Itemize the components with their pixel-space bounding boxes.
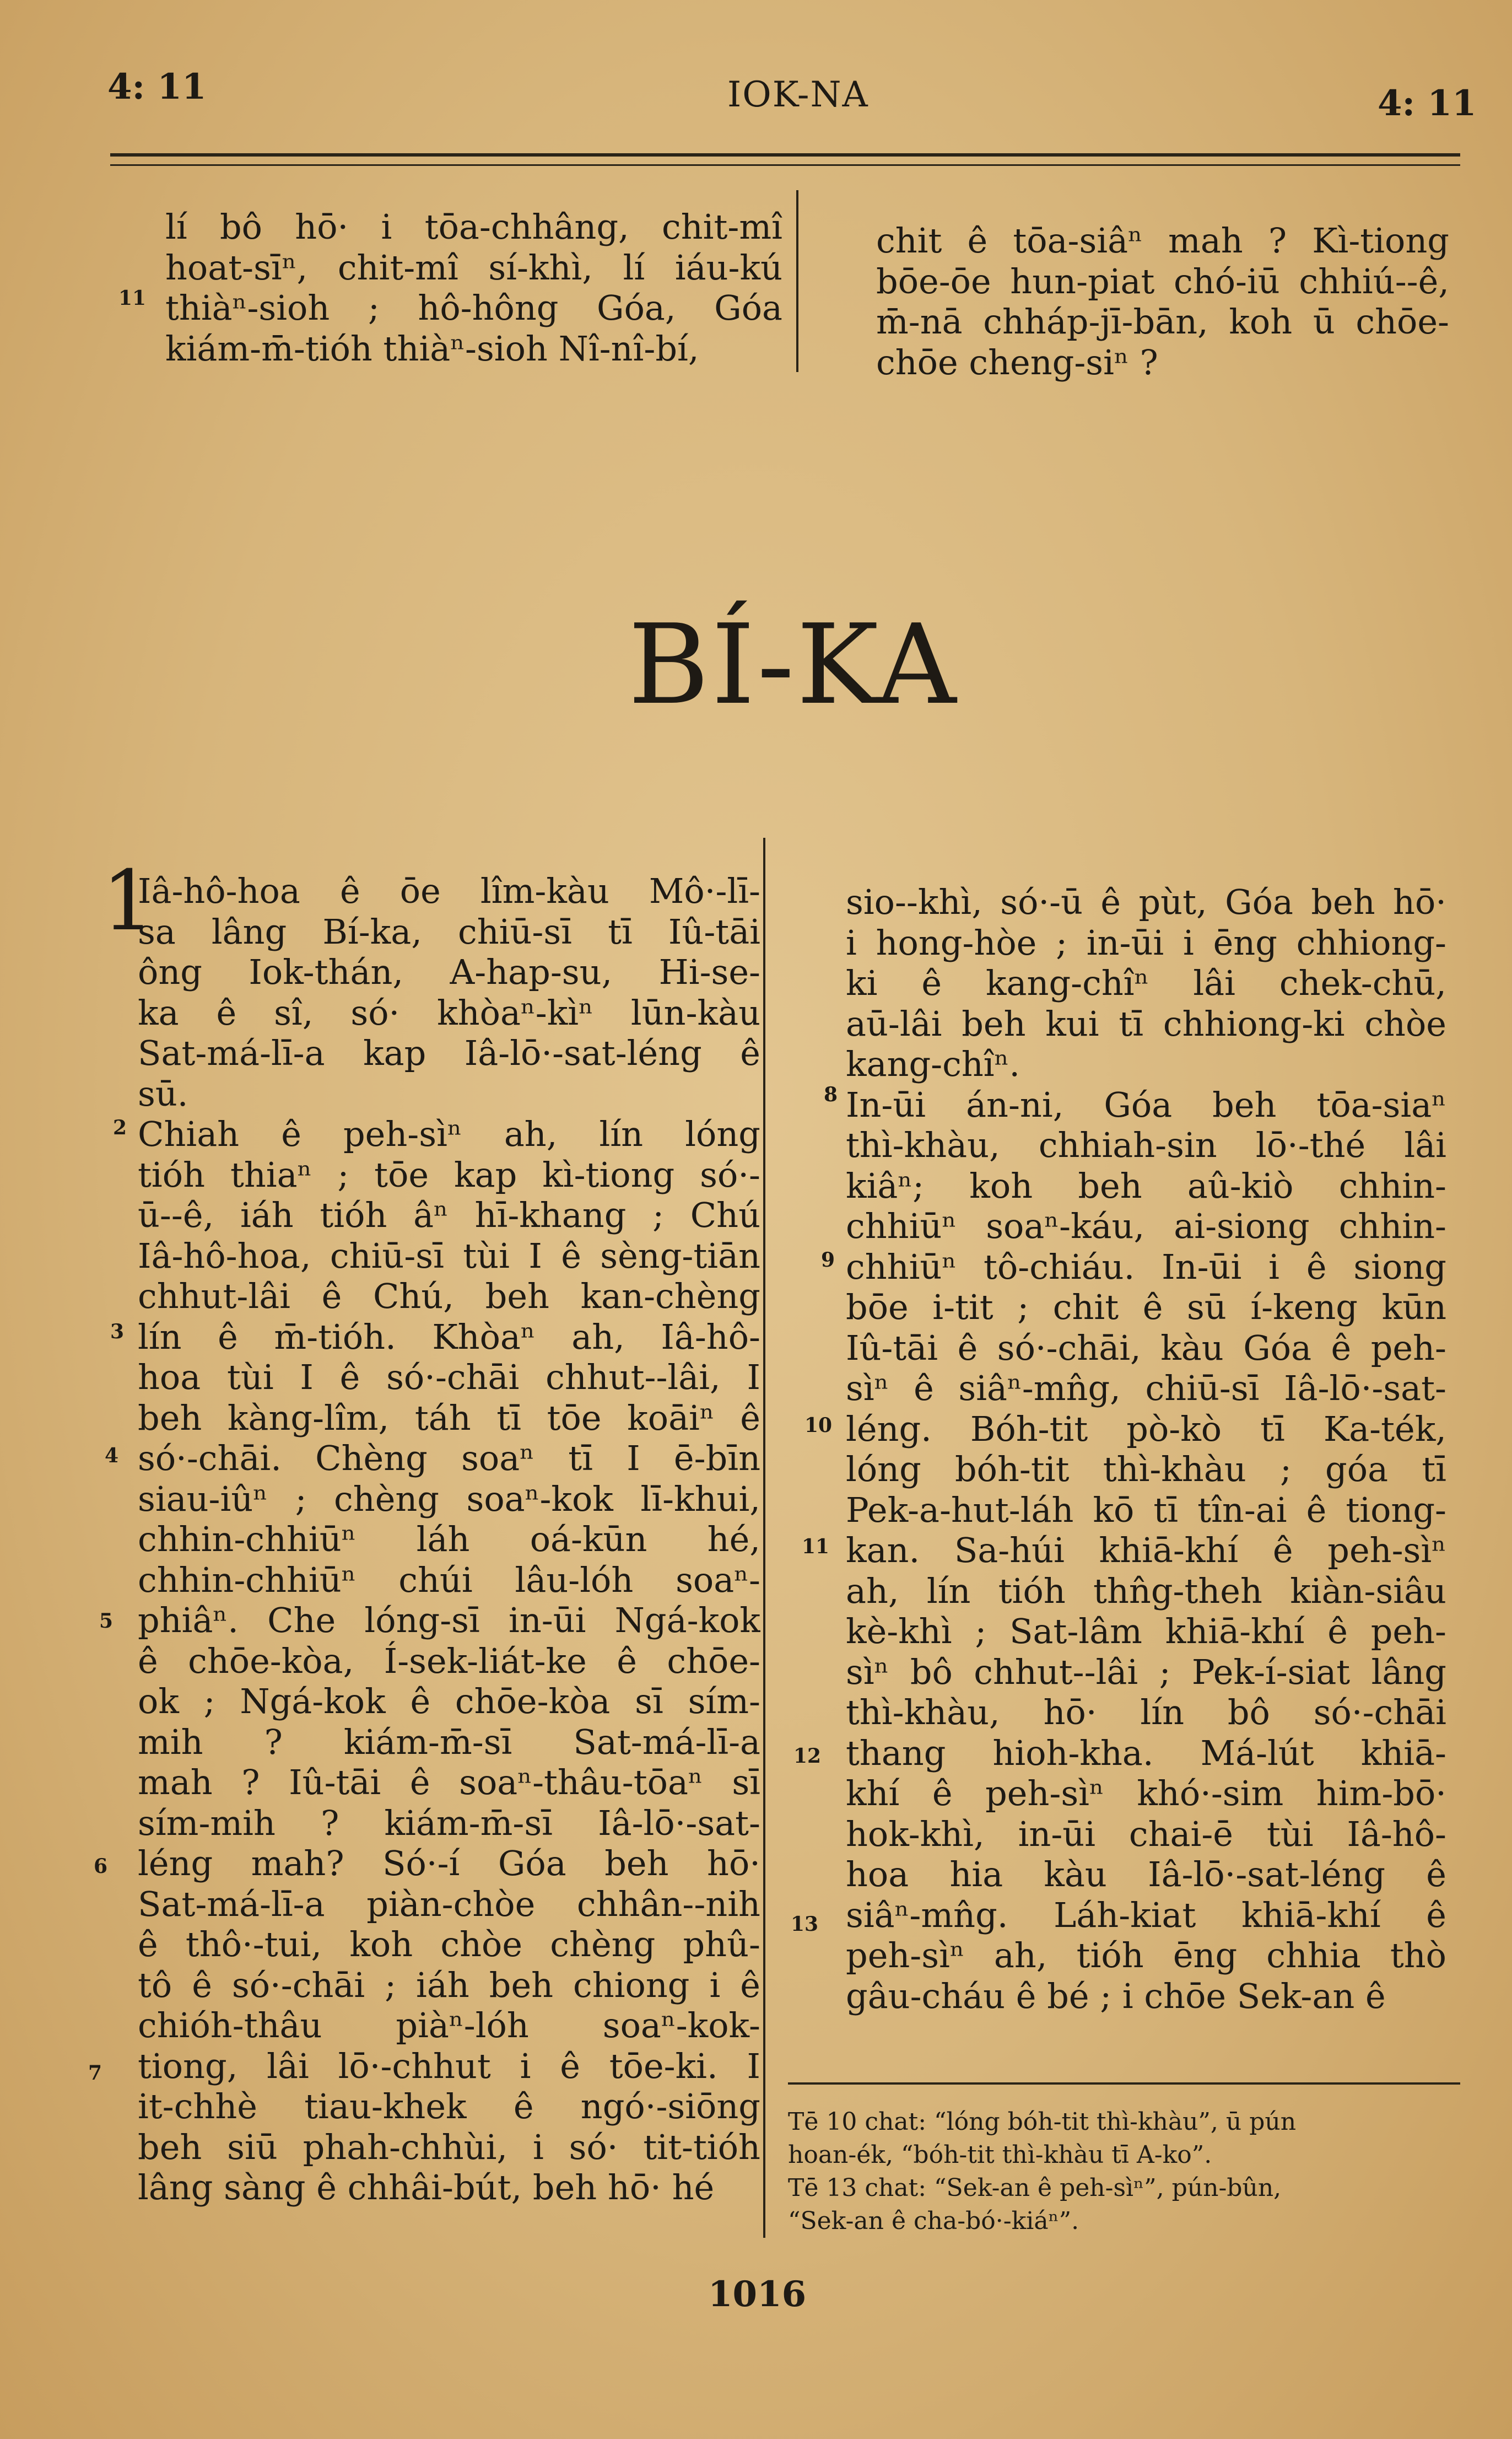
text-line: thì-khàu, chhiah-sin lō·-thé lâi [846,1125,1446,1165]
verse-number: 5 [99,1609,114,1633]
text-line: chhut-lâi ê Chú, beh kan-chèng [138,1276,760,1316]
text-line: hok-khì, in-ūi chai-ē tùi Iâ-hô- [846,1813,1446,1854]
text-line: chit ê tōa-siâⁿ mah ? Kì-tiong [876,220,1449,261]
top-right-column [876,220,1449,383]
text-line: tióh thiaⁿ ; tōe kap kì-tiong só·- [138,1154,760,1195]
text-line: thì-khàu, hō· lín bô só·-chāi [846,1692,1446,1732]
text-line: chhin-chhiūⁿ láh oá-kūn hé, [138,1519,760,1559]
text-line: ông Iok-thán, A-hap-su, Hi-se- [138,952,760,992]
text-line: beh siū phah-chhùi, i só· tit-tióh [138,2126,760,2167]
text-line: siau-iûⁿ ; chèng soaⁿ-kok lī-khui, [138,1478,760,1519]
text-line: mih ? kiám-m̄-sī Sat-má-lī-a [138,1721,760,1762]
text-line: beh kàng-lîm, táh tī tōe koāiⁿ ê [138,1397,760,1438]
text-line: sìⁿ bô chhut--lâi ; Pek-í-siat lâng [846,1651,1446,1692]
text-line: kiâⁿ; koh beh aû-kiò chhin- [846,1165,1446,1206]
top-column-rule [796,190,798,372]
verse-number: 7 [88,2061,102,2085]
verse-number: 11 [118,287,147,310]
left-text-column [138,871,760,2208]
text-line: sio--khì, só·-ū ê pùt, Góa beh hō· [846,882,1446,922]
verse-number: 4 [105,1444,119,1467]
verse-number: 2 [113,1116,127,1139]
text-line: bōe-ōe hun-piat chó-iū chhiú--ê, [876,261,1449,301]
text-line: ka ê sî, só· khòaⁿ-kìⁿ lūn-kàu [138,992,760,1033]
header-rule-thick [110,153,1460,157]
text-line: ê chōe-kòa, Í-sek-liát-ke ê chōe- [138,1640,760,1681]
text-line: sū. [138,1073,188,1114]
footnote-line: hoan-ék, “bóh-tit thì-khàu tī A-ko”. [788,2141,1212,2169]
verse-number: 9 [821,1248,835,1272]
right-text-column [846,882,1446,2016]
text-line: chhiūⁿ tô-chiáu. In-ūi i ê siong [846,1246,1446,1287]
text-line: m̄-nā chháp-jī-bān, koh ū chōe- [876,301,1449,342]
text-line: lóng bóh-tit thì-khàu ; góa tī [846,1449,1446,1489]
text-line: Iâ-hô-hoa ê ōe lîm-kàu Mô·-lī- [138,871,760,911]
running-head-title: IOK-NA [727,74,869,115]
text-line: chōe cheng-siⁿ ? [876,342,1158,383]
footnote-line: “Sek-an ê cha-bó·-kiáⁿ”. [788,2207,1079,2235]
text-line: kan. Sa-húi khiā-khí ê peh-sìⁿ [846,1530,1446,1570]
text-line: léng mah? Só·-í Góa beh hō· [138,1843,760,1883]
text-line: sìⁿ ê siâⁿ-mn̂g, chiū-sī Iâ-lō·-sat- [846,1368,1446,1408]
top-left-column [165,207,782,369]
verse-number: 10 [804,1414,833,1437]
text-line: khí ê peh-sìⁿ khó·-sim him-bō· [846,1773,1446,1813]
text-line: aū-lâi beh kui tī chhiong-ki chòe [846,1003,1446,1044]
text-line: tiong, lâi lō·-chhut i ê tōe-ki. I [138,2045,760,2086]
header-rule-thin [110,164,1460,166]
text-line: chhiūⁿ soaⁿ-káu, ai-siong chhin- [846,1206,1446,1246]
text-line: Iû-tāi ê só·-chāi, kàu Góa ê peh- [846,1327,1446,1368]
text-line: ū--ê, iáh tióh âⁿ hī-khang ; Chú [138,1195,760,1235]
text-line: sím-mih ? kiám-m̄-sī Iâ-lō·-sat- [138,1802,760,1843]
text-line: Pek-a-hut-láh kō tī tîn-ai ê tiong- [846,1489,1446,1530]
text-line: it-chhè tiau-khek ê ngó·-siōng [138,2086,760,2126]
text-line: thang hioh-kha. Má-lút khiā- [846,1732,1446,1773]
verse-number: 8 [824,1083,838,1106]
text-line: chióh-thâu piàⁿ-lóh soaⁿ-kok- [138,2005,760,2045]
verse-number: 11 [802,1535,830,1558]
text-line: peh-sìⁿ ah, tióh ēng chhia thò [846,1935,1446,1975]
text-line: Sat-má-lī-a kap Iâ-lō·-sat-léng ê [138,1033,760,1073]
text-line: kang-chîⁿ. [846,1044,1020,1084]
book-title: BÍ-KA [628,601,959,729]
text-line: mah ? Iû-tāi ê soaⁿ-thâu-tōaⁿ sī [138,1762,760,1802]
verse-number: 3 [110,1320,125,1343]
footnote-line: Tē 10 chat: “lóng bóh-tit thì-khàu”, ū pún [788,2108,1297,2136]
verse-number: 13 [791,1913,819,1936]
text-line: kiám-m̄-tióh thiàⁿ-sioh Nî-nî-bí, [165,328,699,369]
text-line: tô ê só·-chāi ; iáh beh chiong i ê [138,1964,760,2005]
text-line: hoa hia kàu Iâ-lō·-sat-léng ê [846,1854,1446,1894]
text-line: só·-chāi. Chèng soaⁿ tī I ē-bīn [138,1438,760,1478]
text-line: lín ê m̄-tióh. Khòaⁿ ah, Iâ-hô- [138,1316,760,1357]
text-line: phiâⁿ. Che lóng-sī in-ūi Ngá-kok [138,1600,760,1640]
text-line: lâng sàng ê chhâi-bút, beh hō· hé [138,2167,715,2208]
footnote-rule [788,2082,1460,2085]
text-line: gâu-cháu ê bé ; i chōe Sek-an ê [846,1975,1386,2016]
text-line: kè-khì ; Sat-lâm khiā-khí ê peh- [846,1611,1446,1651]
text-line: thiàⁿ-sioh ; hô-hông Góa, Góa [165,288,782,328]
text-line: ok ; Ngá-kok ê chōe-kòa sī sím- [138,1681,760,1721]
verse-number: 12 [793,1745,822,1768]
chapter-number: 1 [102,853,155,949]
text-line: Sat-má-lī-a piàn-chòe chhân--nih [138,1883,760,1924]
text-line: hoa tùi I ê só·-chāi chhut--lâi, I [138,1357,760,1397]
footnote-line: Tē 13 chat: “Sek-an ê peh-sìⁿ”, pún-bûn, [788,2174,1282,2202]
text-line: bōe i-tit ; chit ê sū í-keng kūn [846,1287,1446,1327]
text-line: ah, lín tióh thn̂g-theh kiàn-siâu [846,1570,1446,1611]
verse-number: 6 [94,1855,108,1878]
text-line: hoat-sīⁿ, chit-mî sí-khì, lí iáu-kú [165,247,782,288]
text-line: léng. Bóh-tit pò-kò tī Ka-ték, [846,1408,1446,1449]
text-line: lí bô hō· i tōa-chhâng, chit-mî [165,207,782,247]
running-head-left: 4: 11 [107,66,207,107]
text-line: i hong-hòe ; in-ūi i ēng chhiong- [846,922,1446,963]
text-line: chhin-chhiūⁿ chúi lâu-lóh soaⁿ- [138,1559,760,1600]
text-line: Iâ-hô-hoa, chiū-sī tùi I ê sèng-tiān [138,1235,760,1276]
text-line: ki ê kang-chîⁿ lâi chek-chū, [846,963,1446,1003]
text-line: In-ūi án-ni, Góa beh tōa-siaⁿ [846,1084,1446,1125]
text-line: ê thô·-tui, koh chòe chèng phû- [138,1924,760,1964]
text-line: sa lâng Bí-ka, chiū-sī tī Iû-tāi [138,911,760,952]
text-line: siâⁿ-mn̂g. Láh-kiat khiā-khí ê [846,1894,1446,1935]
text-line: Chiah ê peh-sìⁿ ah, lín lóng [138,1114,760,1154]
page-number: 1016 [708,2274,807,2315]
main-column-rule [763,838,765,2238]
footnotes [788,2106,1449,2238]
running-head-right: 4: 11 [1378,83,1477,124]
